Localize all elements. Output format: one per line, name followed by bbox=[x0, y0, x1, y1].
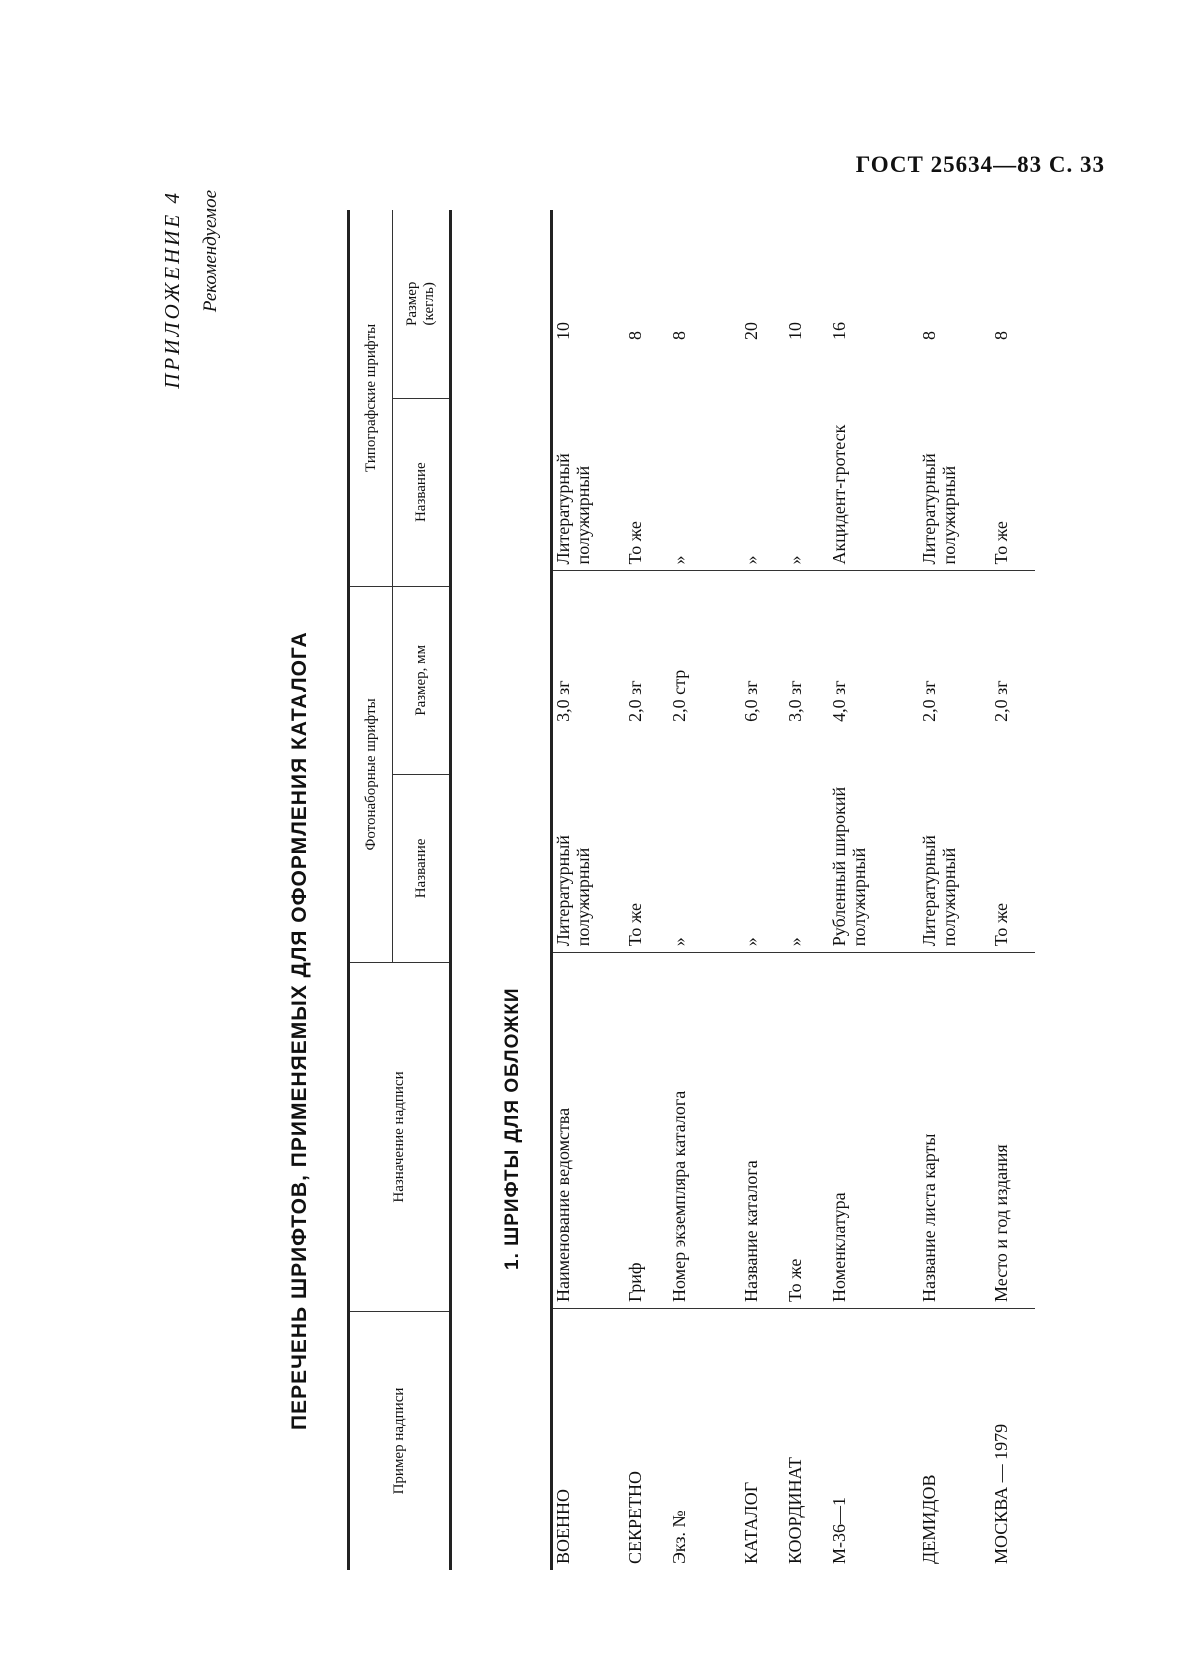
example-cell: СЕКРЕТНО bbox=[625, 1470, 645, 1564]
typo-size-cell: 10 bbox=[785, 322, 805, 341]
col-typo-name: Название bbox=[393, 398, 451, 586]
table-row bbox=[669, 210, 741, 1570]
purpose-cell: Место и год издания bbox=[991, 953, 1035, 1309]
col-photo-name: Название bbox=[393, 774, 451, 962]
size-pt-line2: (кегль) bbox=[421, 282, 437, 326]
col-typo-group: Типографские шрифты bbox=[349, 210, 393, 586]
photo-size-cell: 6,0 зг bbox=[741, 680, 761, 722]
photo-name-cell: Литературный полужирный bbox=[919, 728, 991, 953]
fonts-table bbox=[550, 210, 1035, 1570]
photo-name-cell: » bbox=[785, 728, 829, 953]
col-purpose: Назначение надписи bbox=[349, 963, 451, 1312]
section-title: 1. ШРИФТЫ ДЛЯ ОБЛОЖКИ bbox=[502, 987, 523, 1270]
typo-name-cell: » bbox=[741, 346, 785, 571]
col-example: Пример надписи bbox=[349, 1312, 451, 1571]
typo-size-cell: 8 bbox=[991, 331, 1011, 341]
photo-name-cell: » bbox=[669, 728, 741, 953]
photo-size-cell: 2,0 стр bbox=[669, 669, 689, 722]
purpose-cell: Номенклатура bbox=[829, 953, 919, 1309]
purpose-cell: Гриф bbox=[625, 953, 669, 1309]
photo-name-cell: То же bbox=[625, 728, 669, 953]
example-cell: М-36—1 bbox=[829, 1497, 849, 1564]
size-pt-line1: Размер bbox=[404, 281, 420, 326]
typo-size-cell: 8 bbox=[669, 331, 689, 341]
typo-name-cell: » bbox=[669, 346, 741, 571]
purpose-cell: Наименование ведомства bbox=[552, 953, 626, 1309]
photo-name-cell: Рубленный широкий полужирный bbox=[829, 728, 919, 953]
standard-header: ГОСТ 25634—83 С. 33 bbox=[855, 152, 1105, 177]
document-title: ПЕРЕЧЕНЬ ШРИФТОВ, ПРИМЕНЯЕМЫХ ДЛЯ ОФОРМЛЕНИЯ КАТАЛОГА bbox=[288, 631, 311, 1430]
photo-size-cell: 2,0 зг bbox=[919, 680, 939, 722]
typo-size-cell: 20 bbox=[741, 322, 761, 341]
photo-size-cell: 3,0 зг bbox=[552, 571, 626, 728]
purpose-cell: Название листа карты bbox=[919, 953, 991, 1309]
typo-name-cell: » bbox=[785, 346, 829, 571]
photo-size-cell: 2,0 зг bbox=[991, 680, 1011, 722]
photo-name-cell: То же bbox=[991, 728, 1035, 953]
typo-name-cell: То же bbox=[991, 346, 1035, 571]
purpose-cell: Номер экземпляра каталога bbox=[669, 953, 741, 1309]
photo-name-cell: » bbox=[741, 728, 785, 953]
appendix-status: Рекомендуемое bbox=[200, 190, 221, 313]
typo-size-cell: 8 bbox=[625, 331, 645, 341]
table-header bbox=[347, 210, 452, 1570]
typo-size-cell: 8 bbox=[919, 331, 939, 341]
table-row bbox=[785, 210, 829, 1570]
example-cell: ВОЕННО bbox=[552, 1308, 626, 1570]
table-row bbox=[829, 210, 919, 1570]
appendix-title: ПРИЛОЖЕНИЕ 4 bbox=[160, 190, 184, 389]
example-cell: МОСКВА — 1979 bbox=[991, 1423, 1011, 1564]
typo-name-cell: То же bbox=[625, 346, 669, 571]
example-cell: Экз. № bbox=[669, 1510, 689, 1564]
table-row bbox=[991, 210, 1035, 1570]
typo-size-cell: 10 bbox=[552, 210, 626, 346]
col-photo-size: Размер, мм bbox=[393, 586, 451, 774]
photo-size-cell: 2,0 зг bbox=[625, 680, 645, 722]
table-row bbox=[625, 210, 669, 1570]
example-cell: КООРДИНАТ bbox=[785, 1457, 805, 1564]
rotated-page-content bbox=[160, 190, 1020, 1570]
typo-name-cell: Акцидент-гротеск bbox=[829, 346, 919, 571]
typo-size-cell: 16 bbox=[829, 322, 849, 341]
photo-size-cell: 3,0 зг bbox=[785, 680, 805, 722]
typo-name-cell: Литературный полужирный bbox=[552, 346, 626, 571]
typo-name-cell: Литературный полужирный bbox=[919, 346, 991, 571]
photo-name-cell: Литературный полужирный bbox=[552, 728, 626, 953]
table-row bbox=[919, 210, 991, 1570]
col-typo-size bbox=[393, 210, 451, 398]
example-cell: ДЕМИДОВ bbox=[919, 1474, 939, 1564]
table-row bbox=[741, 210, 785, 1570]
table-row bbox=[552, 210, 626, 1570]
purpose-cell: То же bbox=[785, 953, 829, 1309]
col-photo-group: Фотонаборные шрифты bbox=[349, 586, 393, 962]
photo-size-cell: 4,0 зг bbox=[829, 680, 849, 722]
purpose-cell: Название каталога bbox=[741, 953, 785, 1309]
example-cell: КАТАЛОГ bbox=[741, 1481, 761, 1564]
